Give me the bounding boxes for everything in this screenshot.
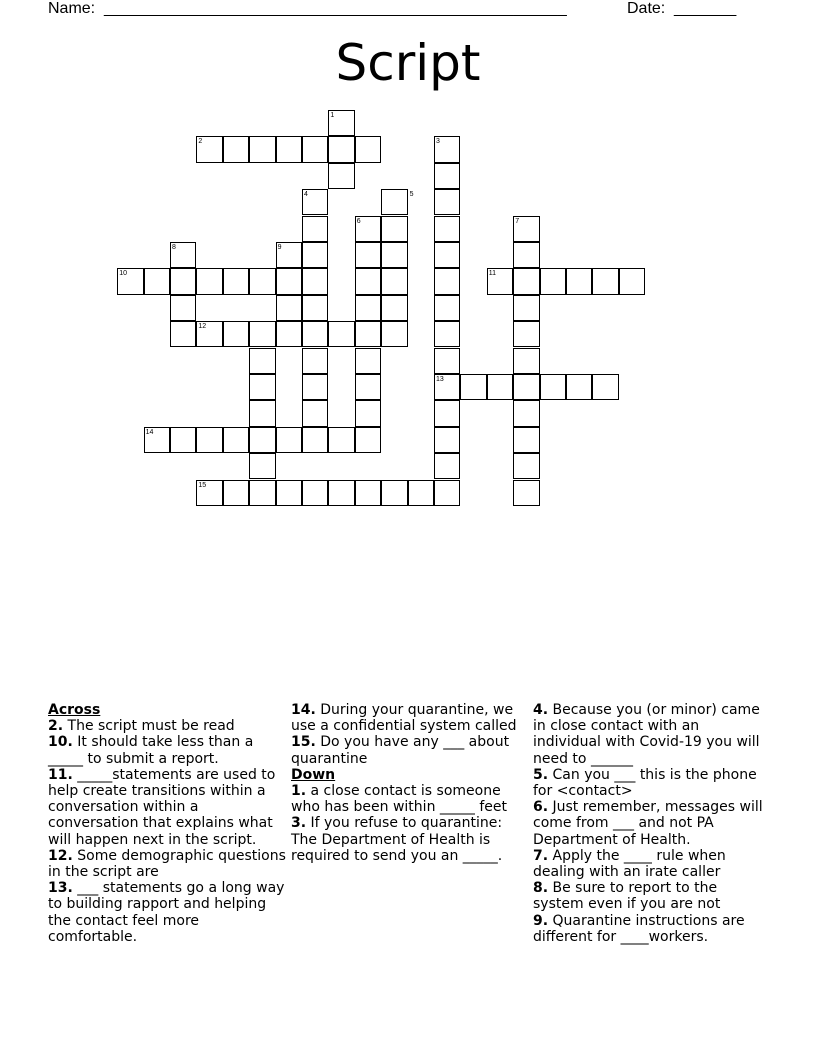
grid-cell[interactable]	[276, 480, 302, 506]
cell-number: 14	[145, 428, 154, 436]
grid-cell[interactable]	[513, 427, 539, 453]
down-heading: Down	[291, 766, 336, 783]
grid-cell[interactable]	[223, 321, 249, 347]
clue-number: 5.	[533, 766, 549, 783]
grid-cell[interactable]	[302, 480, 328, 506]
grid-cell[interactable]	[619, 268, 645, 294]
grid-cell[interactable]	[381, 480, 407, 506]
clue-number: 4.	[533, 702, 549, 718]
clue-column-1	[48, 702, 288, 945]
across-clue-11	[48, 767, 288, 848]
clue-text: If you refuse to quarantine: The Department of Health is required to send you an _____.	[291, 815, 503, 864]
grid-cell[interactable]	[434, 453, 460, 479]
cell-number: 8	[172, 243, 176, 251]
grid-cell[interactable]	[434, 295, 460, 321]
grid-cell[interactable]	[302, 400, 328, 426]
grid-cell[interactable]	[302, 136, 328, 162]
down-clue-7	[533, 848, 768, 880]
clue-text: Apply the ____ rule when dealing with an irate caller	[533, 847, 726, 881]
grid-cell[interactable]	[355, 427, 381, 453]
down-clue-1	[291, 783, 526, 815]
grid-cell[interactable]	[540, 268, 566, 294]
name-blank[interactable]: ____________________________________________________	[104, 0, 567, 17]
grid-cell[interactable]	[170, 427, 196, 453]
cell-number: 4	[304, 191, 308, 199]
cell-number: 3	[436, 138, 440, 146]
grid-cell[interactable]	[249, 268, 275, 294]
grid-cell[interactable]	[302, 321, 328, 347]
cell-number: 1	[330, 111, 335, 119]
grid-cell[interactable]	[196, 427, 222, 453]
grid-cell[interactable]	[355, 374, 381, 400]
grid-cell[interactable]	[540, 374, 566, 400]
cell-number: 9	[277, 243, 282, 251]
grid-cell[interactable]	[355, 480, 381, 506]
grid-cell[interactable]	[513, 295, 539, 321]
grid-cell[interactable]	[302, 242, 328, 268]
grid-cell[interactable]	[434, 268, 460, 294]
cell-number: 5	[409, 191, 414, 199]
grid-cell[interactable]	[170, 321, 196, 347]
clue-text: Be sure to report to the system even if you are not	[533, 880, 721, 913]
grid-cell[interactable]	[328, 163, 354, 189]
date-label: Date:	[627, 0, 666, 17]
grid-cell[interactable]	[144, 268, 170, 294]
clue-text: The script must be read	[63, 718, 235, 735]
grid-cell[interactable]	[276, 321, 302, 347]
cell-number: 11	[488, 270, 497, 278]
across-clue-2	[48, 718, 288, 734]
down-clue-6	[533, 799, 768, 848]
grid-cell[interactable]	[355, 242, 381, 268]
clue-text: Can you ___ this is the phone for <contact>	[533, 766, 757, 800]
across-clue-12	[48, 848, 288, 880]
grid-cell[interactable]	[434, 163, 460, 189]
clue-column-3	[533, 702, 768, 945]
grid-cell[interactable]	[434, 400, 460, 426]
clue-text: a close contact is someone who has been within _____ feet	[291, 783, 507, 816]
across-clue-10	[48, 734, 288, 766]
grid-cell[interactable]	[355, 321, 381, 347]
clue-text: Some demographic questions in the script are	[48, 847, 286, 881]
clue-number: 7.	[533, 847, 549, 864]
clue-number: 15.	[291, 734, 316, 751]
grid-cell[interactable]	[249, 321, 275, 347]
grid-cell[interactable]	[355, 348, 381, 374]
cell-number: 6	[356, 217, 361, 225]
cell-number: 2	[198, 138, 203, 146]
grid-cell[interactable]	[249, 480, 275, 506]
grid-cell[interactable]	[276, 136, 302, 162]
down-clue-9	[533, 913, 768, 945]
clue-text: Because you (or minor) came in close contact with an individual with Covid-19 you will need to ______	[533, 702, 760, 767]
grid-cell[interactable]	[513, 242, 539, 268]
grid-cell[interactable]	[434, 348, 460, 374]
across-clue-14	[291, 702, 526, 734]
clue-number: 8.	[533, 880, 549, 897]
grid-cell[interactable]	[302, 374, 328, 400]
clue-number: 3.	[291, 815, 307, 832]
across-heading: Across	[48, 702, 101, 718]
cell-number: 12	[198, 323, 207, 331]
clue-number: 12.	[48, 847, 73, 864]
clue-number: 13.	[48, 880, 73, 897]
grid-cell[interactable]	[381, 216, 407, 242]
clue-text: During your quarantine, we use a confidential system called	[291, 702, 517, 735]
grid-cell[interactable]	[223, 136, 249, 162]
grid-cell[interactable]	[170, 295, 196, 321]
grid-cell[interactable]	[566, 268, 592, 294]
clue-text: Just remember, messages will come from ___ and not PA Department of Health.	[533, 799, 763, 848]
grid-cell[interactable]	[223, 480, 249, 506]
grid-cell[interactable]	[302, 348, 328, 374]
grid-cell[interactable]	[249, 453, 275, 479]
grid-cell[interactable]	[381, 321, 407, 347]
grid-cell[interactable]	[302, 427, 328, 453]
grid-cell[interactable]	[487, 374, 513, 400]
grid-cell[interactable]	[328, 321, 354, 347]
clue-number: 11.	[48, 766, 73, 783]
grid-cell[interactable]	[434, 242, 460, 268]
grid-cell[interactable]	[408, 480, 434, 506]
grid-cell[interactable]	[302, 295, 328, 321]
grid-cell[interactable]	[460, 374, 486, 400]
name-label: Name:	[48, 0, 96, 17]
clue-text: It should take less than a _____ to submit a report.	[48, 734, 254, 767]
clue-text: Quarantine instructions are different for ____workers.	[533, 912, 745, 945]
date-blank[interactable]: _______	[674, 0, 737, 17]
down-clue-3	[291, 815, 526, 864]
grid-cell[interactable]	[249, 136, 275, 162]
down-clue-5	[533, 767, 768, 799]
grid-cell[interactable]	[302, 268, 328, 294]
down-clue-8	[533, 880, 768, 912]
grid-cell[interactable]	[276, 268, 302, 294]
across-clue-15	[291, 734, 526, 766]
grid-cell[interactable]	[249, 348, 275, 374]
grid-cell[interactable]	[513, 268, 539, 294]
grid-cell[interactable]	[381, 242, 407, 268]
puzzle-title: Script	[335, 34, 481, 92]
grid-cell[interactable]	[381, 268, 407, 294]
grid-cell[interactable]	[328, 427, 354, 453]
grid-cell[interactable]	[223, 427, 249, 453]
grid-cell[interactable]	[302, 216, 328, 242]
grid-cell[interactable]	[434, 427, 460, 453]
grid-cell[interactable]	[249, 400, 275, 426]
grid-cell[interactable]	[513, 348, 539, 374]
grid-cell[interactable]	[223, 268, 249, 294]
clue-text: _____statements are used to help create transitions within a conversation within a conversation that explains what will happen next in the script.	[48, 766, 276, 848]
clue-column-2	[291, 702, 526, 864]
clue-text: ___ statements go a long way to building rapport and helping the contact feel more comfortable.	[48, 880, 285, 945]
clue-number: 14.	[291, 702, 316, 718]
grid-cell[interactable]	[434, 216, 460, 242]
grid-cell[interactable]	[276, 427, 302, 453]
cell-number: 13	[436, 375, 444, 383]
grid-cell[interactable]	[196, 268, 222, 294]
grid-cell[interactable]	[434, 189, 460, 215]
grid-cell[interactable]	[434, 480, 460, 506]
clue-number: 1.	[291, 783, 307, 800]
grid-cell[interactable]	[592, 268, 618, 294]
grid-cell[interactable]	[381, 189, 407, 215]
grid-cell[interactable]	[592, 374, 618, 400]
grid-cell[interactable]	[513, 321, 539, 347]
grid-cell[interactable]	[355, 295, 381, 321]
grid-cell[interactable]	[513, 400, 539, 426]
grid-cell[interactable]	[513, 453, 539, 479]
grid-cell[interactable]	[434, 321, 460, 347]
grid-cell[interactable]	[566, 374, 592, 400]
grid-cell[interactable]	[355, 400, 381, 426]
grid-cell[interactable]	[355, 136, 381, 162]
clue-number: 6.	[533, 799, 549, 816]
across-clue-13	[48, 880, 288, 945]
clue-number: 9.	[533, 912, 549, 929]
cell-number: 15	[198, 481, 207, 489]
down-clue-4	[533, 702, 768, 767]
grid-cell[interactable]	[513, 480, 539, 506]
grid-cell[interactable]	[513, 374, 539, 400]
grid-cell[interactable]	[328, 136, 354, 162]
grid-cell[interactable]	[249, 427, 275, 453]
grid-cell[interactable]	[381, 295, 407, 321]
grid-cell[interactable]	[170, 268, 196, 294]
cell-number: 10	[119, 270, 127, 278]
clue-number: 10.	[48, 734, 73, 751]
cell-number: 7	[515, 217, 520, 225]
clue-number: 2.	[48, 718, 64, 735]
grid-cell[interactable]	[249, 374, 275, 400]
grid-cell[interactable]	[276, 295, 302, 321]
grid-cell[interactable]	[328, 480, 354, 506]
grid-cell[interactable]	[355, 268, 381, 294]
clue-text: Do you have any ___ about quarantine	[291, 734, 510, 767]
